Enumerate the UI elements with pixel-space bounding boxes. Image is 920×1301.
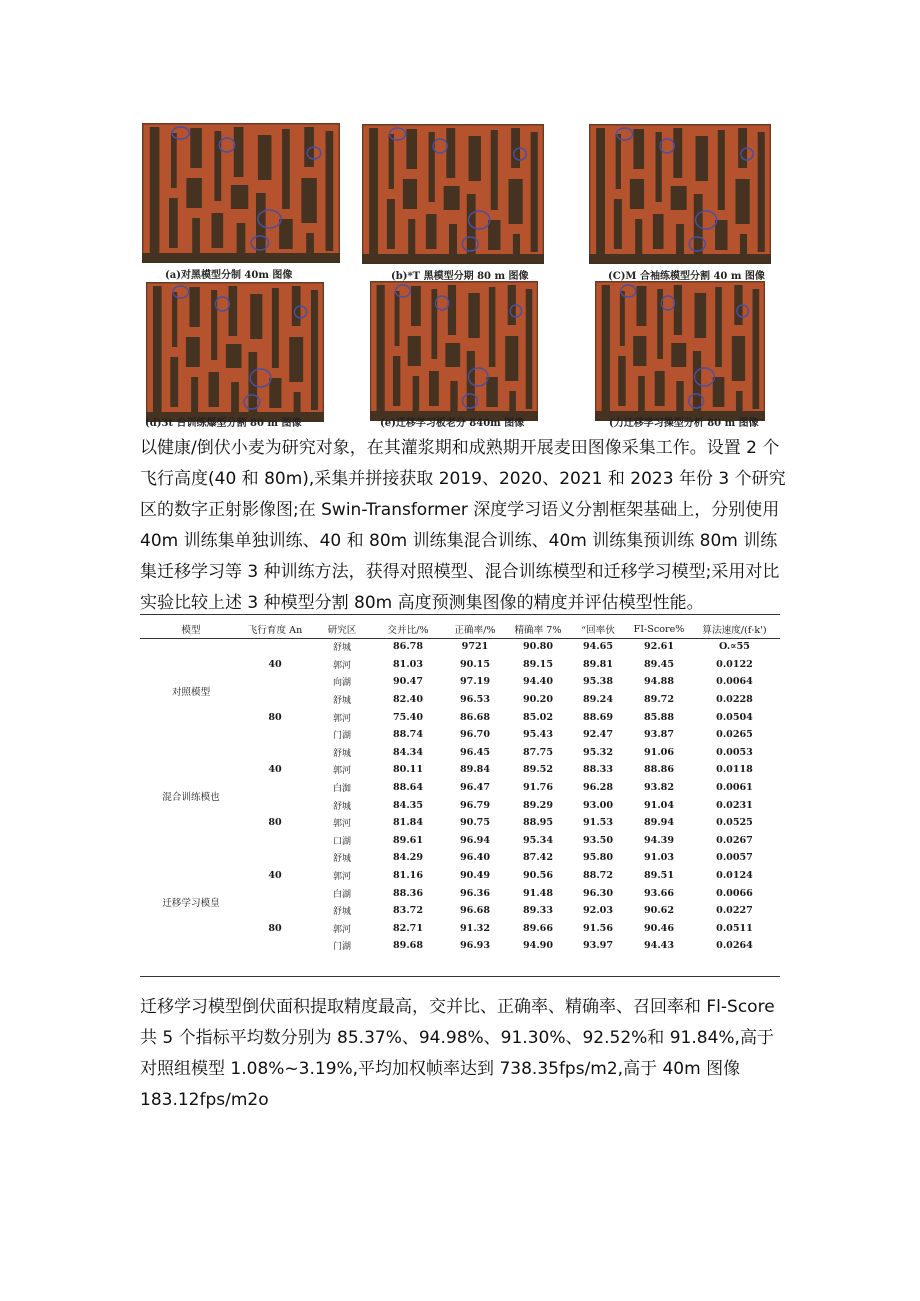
area-cell: 舒城 — [332, 643, 351, 654]
area-cell: 舒城 — [332, 748, 351, 759]
value-cell: 96.36 — [459, 887, 491, 899]
col-header: 算法速度/(f·k') — [702, 625, 767, 636]
value-cell: 89.68 — [392, 940, 424, 952]
value-cell: 81.84 — [392, 817, 424, 829]
value-cell: 88.36 — [392, 887, 424, 899]
value-cell: 89.45 — [643, 658, 675, 670]
value-cell: 95.43 — [522, 729, 554, 741]
value-cell: 0.0066 — [716, 887, 753, 899]
value-cell: 90.15 — [459, 658, 491, 670]
value-cell: 90.20 — [522, 694, 554, 706]
value-cell: 89.24 — [582, 694, 614, 706]
area-cell: 口湖 — [332, 836, 351, 847]
value-cell: 91.53 — [582, 817, 614, 829]
value-cell: 0.0227 — [716, 905, 753, 917]
figure-e-caption: (e)迁移学习板老分 840m 图像 — [380, 418, 525, 429]
value-cell: 0.0525 — [716, 817, 753, 829]
value-cell: 0.0511 — [716, 922, 753, 934]
height-cell: 40 — [268, 764, 282, 776]
model-cell: 混合训练模也 — [162, 792, 220, 804]
value-cell: 91.03 — [643, 852, 675, 864]
col-header: 飞行育度 An — [247, 625, 303, 636]
value-cell: 86.68 — [459, 711, 491, 723]
value-cell: 82.40 — [392, 694, 424, 706]
value-cell: 0.0122 — [716, 658, 753, 670]
value-cell: 88.64 — [392, 782, 424, 794]
area-cell: 郭河 — [332, 819, 351, 830]
value-cell: 88.69 — [582, 711, 614, 723]
value-cell: 97.19 — [459, 676, 491, 688]
value-cell: 0.0053 — [716, 746, 753, 758]
value-cell: O.∝55 — [719, 641, 750, 653]
value-cell: 86.78 — [392, 641, 424, 653]
area-cell: 向湖 — [332, 678, 351, 689]
figure-c-image — [589, 124, 771, 264]
figure-f-caption: (力迁移学习操型分析 80 m 图像 — [609, 418, 759, 429]
value-cell: 96.47 — [459, 782, 491, 794]
value-cell: 90.47 — [392, 676, 424, 688]
value-cell: 89.94 — [643, 817, 675, 829]
value-cell: 95.38 — [582, 676, 614, 688]
value-cell: 88.72 — [582, 870, 614, 882]
value-cell: 88.74 — [392, 729, 424, 741]
value-cell: 87.75 — [522, 746, 554, 758]
area-cell: 郭河 — [332, 660, 351, 671]
value-cell: 85.02 — [522, 711, 554, 723]
value-cell: 89.84 — [459, 764, 491, 776]
value-cell: 81.03 — [392, 658, 424, 670]
value-cell: 84.34 — [392, 746, 424, 758]
value-cell: 0.0064 — [716, 676, 753, 688]
col-header: 模型 — [181, 625, 201, 636]
value-cell: 82.71 — [392, 922, 424, 934]
figure-c-caption: (C)M 合袖练模型分割 40 m 图像 — [608, 271, 765, 282]
area-cell: 门湖 — [332, 942, 351, 953]
value-cell: 92.47 — [582, 729, 614, 741]
value-cell: 0.0231 — [716, 799, 753, 811]
value-cell: 89.51 — [643, 870, 675, 882]
value-cell: 96.94 — [459, 834, 491, 846]
value-cell: 9721 — [461, 641, 489, 653]
value-cell: 96.28 — [582, 782, 614, 794]
area-cell: 白湖 — [332, 889, 351, 900]
value-cell: 89.52 — [522, 764, 554, 776]
area-cell: 白洳 — [332, 784, 351, 795]
area-cell: 舒城 — [332, 696, 351, 707]
area-cell: 郭河 — [332, 713, 351, 724]
value-cell: 89.61 — [392, 834, 424, 846]
value-cell: 94.39 — [643, 834, 675, 846]
figure-b-image — [362, 124, 544, 264]
value-cell: 87.42 — [522, 852, 554, 864]
value-cell: 94.40 — [522, 676, 554, 688]
figure-d-caption: (d)3t 台训练爆型分割 80 m 图像 — [145, 418, 302, 429]
value-cell: 96.70 — [459, 729, 491, 741]
table-bottom-rule — [140, 976, 780, 977]
value-cell: 90.46 — [643, 922, 675, 934]
conclusion-paragraph: 迁移学习模型倒伏面积提取精度最高，交并比、正确率、精确率、召回率和 Fl-Score 共 5 个指标平均数分别为 85.37%、94.98%、91.30%、92.52%和 91.84%,高于对照组模型 1.08%~3.19%,平均加权帧率达到 738.35fps∕m2,高于 40m 图像 183.12fps∕m2o — [140, 997, 775, 1110]
value-cell: 94.90 — [522, 940, 554, 952]
height-cell: 40 — [268, 870, 282, 882]
value-cell: 89.15 — [522, 658, 554, 670]
value-cell: 96.93 — [459, 940, 491, 952]
value-cell: 90.56 — [522, 870, 554, 882]
area-cell: 舒城 — [332, 854, 351, 865]
value-cell: 85.88 — [643, 711, 675, 723]
value-cell: 75.40 — [392, 711, 424, 723]
value-cell: 92.03 — [582, 905, 614, 917]
table-row — [143, 796, 778, 814]
value-cell: 89.72 — [643, 694, 675, 706]
intro-paragraph: 以健康/倒伏小麦为研究对象，在其灌浆期和成熟期开展麦田图像采集工作。设置 2 个飞行高度(40 和 80m),采集并拼接获取 2019、2020、2021 和 2023 年份 3 个研究区的数字正射影像图;在 Swin-Transformer 深度学习语义分割框架基础上，分别使用 40m 训练集单独训练、40 和 80m 训练集混合训练、40m 训练集预训练 80m 训练集迁移学习等 3 种训练方法，获得对照模型、混合训练模型和迁移学习模型;采用对比实验比较上述 3 种模型分割 80m 高度预测集图像的精度并评估模型性能。 — [140, 438, 786, 613]
value-cell: 93.97 — [582, 940, 614, 952]
area-cell: 舒城 — [332, 801, 351, 812]
value-cell: 89.66 — [522, 922, 554, 934]
figure-f-image — [595, 281, 765, 421]
figure-b-caption: (b)*T 黑模型分期 80 m 图像 — [391, 271, 529, 282]
value-cell: 94.65 — [582, 641, 614, 653]
height-cell: 80 — [268, 817, 282, 829]
value-cell: 0.0061 — [716, 782, 753, 794]
value-cell: 93.50 — [582, 834, 614, 846]
value-cell: 93.00 — [582, 799, 614, 811]
value-cell: 93.87 — [643, 729, 675, 741]
value-cell: 91.06 — [643, 746, 675, 758]
value-cell: 0.0264 — [716, 940, 753, 952]
table-row — [143, 849, 778, 867]
value-cell: 91.04 — [643, 799, 675, 811]
value-cell: 91.56 — [582, 922, 614, 934]
figure-e-image — [370, 281, 538, 421]
value-cell: 89.33 — [522, 905, 554, 917]
value-cell: 96.79 — [459, 799, 491, 811]
table-row — [143, 638, 778, 656]
table-row — [143, 744, 778, 762]
value-cell: 80.11 — [392, 764, 424, 776]
figure-a-caption: (a)对黑模型分制 40m 图像 — [165, 270, 293, 281]
area-cell: 门湖 — [332, 731, 351, 742]
value-cell: 90.75 — [459, 817, 491, 829]
col-header: FI-Score% — [633, 623, 685, 635]
value-cell: 84.29 — [392, 852, 424, 864]
table-row — [143, 691, 778, 709]
table-row — [143, 902, 778, 920]
value-cell: 91.76 — [522, 782, 554, 794]
table-top-rule — [140, 614, 780, 615]
value-cell: 83.72 — [392, 905, 424, 917]
value-cell: 0.0118 — [716, 764, 753, 776]
table-header-row — [143, 620, 778, 638]
value-cell: 91.32 — [459, 922, 491, 934]
figure-d-image — [146, 282, 324, 422]
area-cell: 舒城 — [332, 907, 351, 918]
value-cell: 90.62 — [643, 905, 675, 917]
height-cell: 80 — [268, 922, 282, 934]
value-cell: 0.0057 — [716, 852, 753, 864]
value-cell: 88.33 — [582, 764, 614, 776]
value-cell: 96.53 — [459, 694, 491, 706]
value-cell: 95.32 — [582, 746, 614, 758]
value-cell: 89.29 — [522, 799, 554, 811]
col-header: 精确率 7% — [514, 625, 562, 636]
value-cell: 88.95 — [522, 817, 554, 829]
value-cell: 0.0265 — [716, 729, 753, 741]
value-cell: 84.35 — [392, 799, 424, 811]
value-cell: 0.0504 — [716, 711, 753, 723]
value-cell: 81.16 — [392, 870, 424, 882]
value-cell: 96.40 — [459, 852, 491, 864]
col-header: 正确率/% — [454, 625, 496, 636]
value-cell: 91.48 — [522, 887, 554, 899]
figure-a-image — [142, 123, 340, 263]
value-cell: 90.80 — [522, 641, 554, 653]
area-cell: 郭河 — [332, 766, 351, 777]
value-cell: 95.80 — [582, 852, 614, 864]
height-cell: 80 — [268, 711, 282, 723]
col-header: 研究区 — [327, 625, 357, 636]
value-cell: 0.0228 — [716, 694, 753, 706]
results-table — [143, 620, 778, 955]
value-cell: 96.45 — [459, 746, 491, 758]
value-cell: 94.88 — [643, 676, 675, 688]
value-cell: 96.68 — [459, 905, 491, 917]
value-cell: 0.0267 — [716, 834, 753, 846]
value-cell: 89.81 — [582, 658, 614, 670]
area-cell: 郭河 — [332, 924, 351, 935]
area-cell: 郭河 — [332, 872, 351, 883]
value-cell: 95.34 — [522, 834, 554, 846]
value-cell: 93.82 — [643, 782, 675, 794]
value-cell: 90.49 — [459, 870, 491, 882]
col-header: “回率伙 — [581, 625, 615, 636]
value-cell: 0.0124 — [716, 870, 753, 882]
value-cell: 92.61 — [643, 641, 675, 653]
value-cell: 93.66 — [643, 887, 675, 899]
height-cell: 40 — [268, 658, 282, 670]
value-cell: 88.86 — [643, 764, 675, 776]
value-cell: 94.43 — [643, 940, 675, 952]
model-cell: 对照模型 — [171, 686, 211, 698]
model-cell: 迁移学习模皇 — [162, 897, 220, 909]
value-cell: 96.30 — [582, 887, 614, 899]
col-header: 交并比/% — [387, 625, 429, 636]
